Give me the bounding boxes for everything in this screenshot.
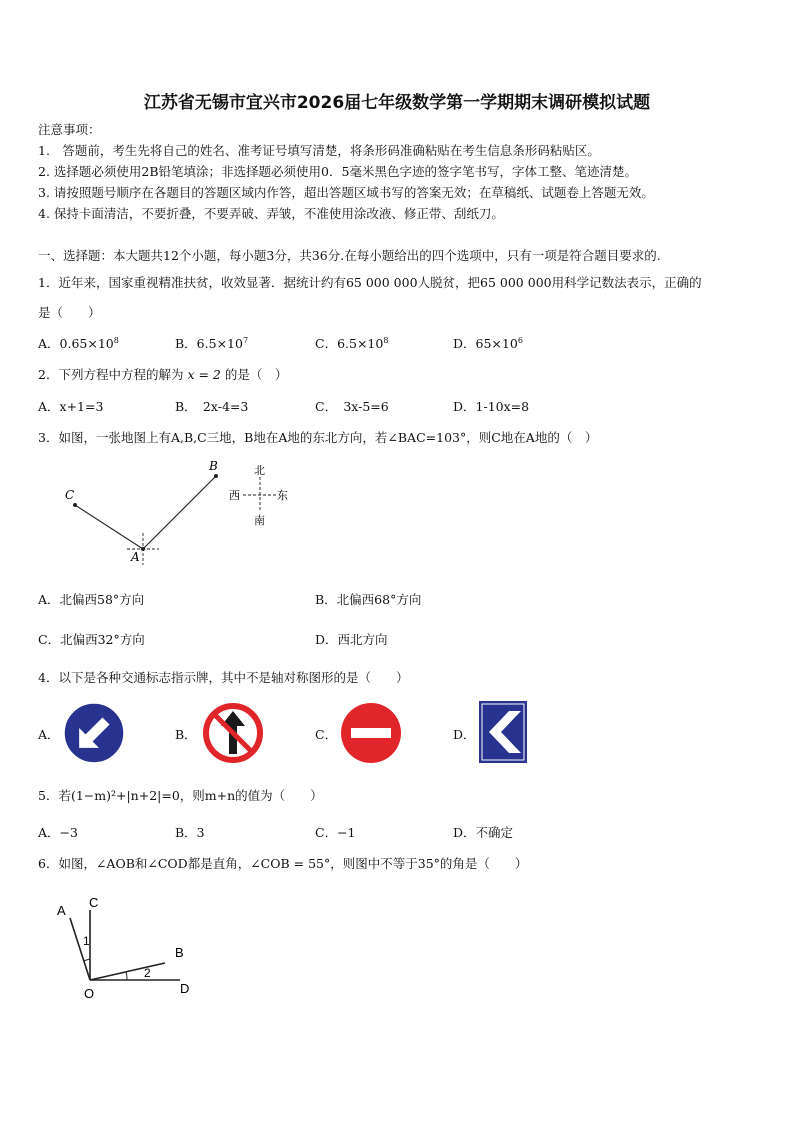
label-c: C (65, 488, 75, 502)
q5-option-a: A．−3 (38, 825, 78, 840)
q2-text: 2．下列方程中方程的解为 x = 2 的是（ ） (38, 367, 288, 382)
notice-item-4: 4. 保持卡面清洁，不要折叠，不要弄破、弄皱，不准使用涂改液、修正带、刮纸刀。 (38, 206, 504, 221)
label-a: A (131, 550, 140, 564)
q6-label-d: D (180, 981, 190, 996)
q6-angle-1-label: 1 (83, 934, 90, 948)
q3-option-c: C．北偏西32°方向 (38, 632, 145, 647)
ray-ob (90, 963, 165, 980)
q2-option-d: D．1-10x=8 (453, 399, 530, 414)
q4-option-a-label: A． (38, 727, 60, 742)
sign-no-entry-icon (340, 702, 402, 764)
section-heading: 一、选择题：本大题共12个小题，每小题3分，共36分.在每小题给出的四个选项中，只有一项是符合题目要求的. (38, 248, 661, 263)
q4-option-c-label: C． (315, 727, 338, 742)
label-b: B (209, 459, 218, 473)
q6-label-a: A (57, 903, 66, 918)
q4-option-b-label: B． (175, 727, 197, 742)
sign-chevron-icon (479, 701, 527, 763)
q2-option-a: A．x+1=3 (38, 399, 104, 414)
compass-west: 西 (229, 489, 240, 502)
q3-option-d: D．西北方向 (315, 632, 388, 647)
sign-blue-arrow-icon (63, 702, 125, 764)
q3-option-b: B．北偏西68°方向 (315, 592, 422, 607)
point-a (141, 547, 145, 551)
q1-text-cont: 是（ ） (38, 305, 101, 320)
notice-item-3: 3. 请按照题号顺序在各题目的答题区域内作答，超出答题区域书写的答案无效；在草稿纸、试题卷上答题无效。 (38, 185, 654, 200)
q6-angle-2-label: 2 (144, 966, 151, 980)
q2-option-c: C． 3x-5=6 (315, 399, 389, 414)
notice-heading: 注意事项： (38, 122, 101, 137)
q6-text: 6．如图，∠AOB和∠COD都是直角，∠COB = 55°，则图中不等于35°的角是（ ） (38, 856, 528, 871)
compass-north: 北 (254, 464, 265, 477)
q5-option-c: C．−1 (315, 825, 356, 840)
q5-option-b: B．3 (175, 825, 205, 840)
q3-map-figure (55, 455, 300, 570)
compass-east: 东 (277, 489, 288, 502)
q6-angle-figure (45, 885, 205, 1005)
line-ac (75, 505, 143, 549)
q2-option-b: B． 2x-4=3 (175, 399, 249, 414)
q3-option-a: A．北偏西58°方向 (38, 592, 145, 607)
compass-south: 南 (254, 514, 265, 527)
sign-no-straight-icon (202, 702, 264, 764)
q5-text: 5．若(1−m)²+|n+2|=0，则m+n的值为（ ） (38, 788, 323, 803)
arc-2 (126, 972, 127, 980)
arc-1 (84, 959, 90, 961)
q5-option-d: D．不确定 (453, 825, 514, 840)
line-ab (143, 476, 216, 549)
q1-option-b: B．$6.5\times 10^7$ (175, 335, 249, 351)
q3-text: 3．如图，一张地图上有A,B,C三地，B地在A地的东北方向，若∠BAC=103°，则C地在A地的（ ） (38, 430, 598, 445)
ray-oa (70, 918, 90, 980)
q6-label-o: O (84, 986, 95, 1001)
q1-option-c: C．$6.5\times 10^8$ (315, 335, 389, 351)
q4-text: 4．以下是各种交通标志指示牌，其中不是轴对称图形的是（ ） (38, 670, 409, 685)
q1-text: 1．近年来，国家重视精准扶贫，收效显著．据统计约有65 000 000人脱贫，把65 000 000用科学记数法表示，正确的 (38, 275, 702, 290)
point-b (214, 474, 218, 478)
q1-option-a: A．$0.65\times 10^8$ (38, 335, 119, 351)
notice-item-1: 1. 答题前，考生先将自己的姓名、准考证号填写清楚，将条形码准确粘贴在考生信息条形码粘贴区。 (38, 143, 600, 158)
q1-option-d: D．$65\times 10^6$ (453, 335, 523, 351)
page-title: 江苏省无锡市宜兴市2026届七年级数学第一学期期末调研模拟试题 (143, 93, 651, 113)
q4-option-d-label: D． (453, 727, 476, 742)
point-c (73, 503, 77, 507)
notice-item-2: 2. 选择题必须使用2B铅笔填涂；非选择题必须使用0．5毫米黑色字迹的签字笔书写，字体工整、笔迹清楚。 (38, 164, 637, 179)
q6-label-c: C (89, 895, 99, 910)
q6-label-b: B (175, 945, 184, 960)
